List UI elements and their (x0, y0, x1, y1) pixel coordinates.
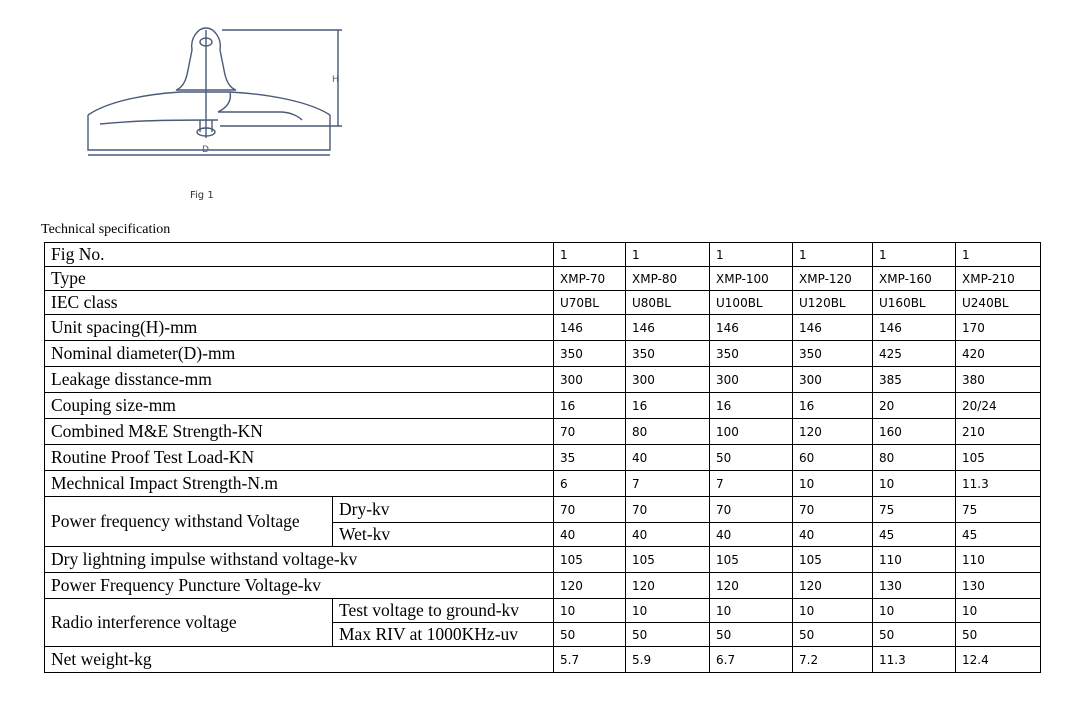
figure-caption: Fig 1 (190, 190, 214, 201)
value-cell: 105 (956, 445, 1041, 471)
value-cell: 5.9 (626, 647, 710, 673)
value-cell: 120 (793, 419, 873, 445)
value-cell: 105 (710, 547, 793, 573)
row-label: Fig No. (45, 243, 554, 267)
value-cell: 10 (873, 599, 956, 623)
value-cell: 11.3 (956, 471, 1041, 497)
value-cell: 100 (710, 419, 793, 445)
value-cell: 35 (554, 445, 626, 471)
value-cell: 350 (793, 341, 873, 367)
insulator-drawing (80, 20, 360, 190)
value-cell: 70 (793, 497, 873, 523)
table-row (45, 291, 1041, 315)
value-cell: 16 (710, 393, 793, 419)
value-cell: 1 (793, 243, 873, 267)
value-cell: 350 (626, 341, 710, 367)
value-cell: XMP-120 (793, 267, 873, 291)
value-cell: 146 (554, 315, 626, 341)
value-cell: 350 (710, 341, 793, 367)
value-cell: 50 (710, 623, 793, 647)
value-cell: 120 (554, 573, 626, 599)
value-cell: 50 (793, 623, 873, 647)
value-cell: 105 (626, 547, 710, 573)
table-row (45, 419, 1041, 445)
table-row (45, 599, 1041, 623)
table-row (45, 341, 1041, 367)
table-row (45, 471, 1041, 497)
value-cell: 300 (710, 367, 793, 393)
value-cell: 146 (710, 315, 793, 341)
row-label: Leakage disstance-mm (45, 367, 554, 393)
value-cell: U120BL (793, 291, 873, 315)
value-cell: 210 (956, 419, 1041, 445)
value-cell: 50 (710, 445, 793, 471)
value-cell: 40 (554, 523, 626, 547)
table-row (45, 367, 1041, 393)
row-label: Radio interference voltage (45, 599, 333, 647)
table-row (45, 393, 1041, 419)
value-cell: 50 (873, 623, 956, 647)
value-cell: 75 (873, 497, 956, 523)
table-row (45, 497, 1041, 523)
sub-label: Max RIV at 1000KHz-uv (333, 623, 554, 647)
value-cell: 146 (793, 315, 873, 341)
value-cell: 10 (626, 599, 710, 623)
value-cell: 1 (873, 243, 956, 267)
value-cell: 120 (710, 573, 793, 599)
value-cell: 75 (956, 497, 1041, 523)
value-cell: 110 (956, 547, 1041, 573)
value-cell: 16 (793, 393, 873, 419)
value-cell: 6 (554, 471, 626, 497)
value-cell: 1 (956, 243, 1041, 267)
insulator-figure (80, 20, 360, 210)
value-cell: 110 (873, 547, 956, 573)
value-cell: 80 (873, 445, 956, 471)
sub-label: Test voltage to ground-kv (333, 599, 554, 623)
value-cell: 120 (793, 573, 873, 599)
row-label: Nominal diameter(D)-mm (45, 341, 554, 367)
row-label: Couping size-mm (45, 393, 554, 419)
table-row (45, 267, 1041, 291)
value-cell: 16 (554, 393, 626, 419)
value-cell: XMP-160 (873, 267, 956, 291)
value-cell: 20/24 (956, 393, 1041, 419)
value-cell: 146 (873, 315, 956, 341)
row-label: Routine Proof Test Load-KN (45, 445, 554, 471)
value-cell: 10 (793, 471, 873, 497)
row-label: Power frequency withstand Voltage (45, 497, 333, 547)
row-label: Type (45, 267, 554, 291)
table-row (45, 315, 1041, 341)
table-row (45, 445, 1041, 471)
value-cell: 300 (626, 367, 710, 393)
value-cell: 10 (873, 471, 956, 497)
value-cell: 11.3 (873, 647, 956, 673)
value-cell: 50 (626, 623, 710, 647)
value-cell: 40 (793, 523, 873, 547)
value-cell: 16 (626, 393, 710, 419)
value-cell: 300 (554, 367, 626, 393)
row-label: Unit spacing(H)-mm (45, 315, 554, 341)
value-cell: XMP-210 (956, 267, 1041, 291)
value-cell: U240BL (956, 291, 1041, 315)
value-cell: XMP-80 (626, 267, 710, 291)
value-cell: 300 (793, 367, 873, 393)
value-cell: 6.7 (710, 647, 793, 673)
value-cell: 5.7 (554, 647, 626, 673)
value-cell: 1 (710, 243, 793, 267)
value-cell: 10 (956, 599, 1041, 623)
value-cell: XMP-70 (554, 267, 626, 291)
value-cell: 40 (626, 445, 710, 471)
value-cell: U80BL (626, 291, 710, 315)
row-label: Combined M&E Strength-KN (45, 419, 554, 445)
table-row (45, 547, 1041, 573)
spec-table (44, 242, 1041, 673)
value-cell: 80 (626, 419, 710, 445)
value-cell: 40 (626, 523, 710, 547)
value-cell: 130 (956, 573, 1041, 599)
value-cell: 380 (956, 367, 1041, 393)
sub-label: Wet-kv (333, 523, 554, 547)
value-cell: 10 (710, 599, 793, 623)
value-cell: 20 (873, 393, 956, 419)
value-cell: 7 (710, 471, 793, 497)
value-cell: U100BL (710, 291, 793, 315)
value-cell: 170 (956, 315, 1041, 341)
row-label: Net weight-kg (45, 647, 554, 673)
row-label: Mechnical Impact Strength-N.m (45, 471, 554, 497)
value-cell: 10 (793, 599, 873, 623)
value-cell: 40 (710, 523, 793, 547)
value-cell: 50 (554, 623, 626, 647)
value-cell: 425 (873, 341, 956, 367)
value-cell: 70 (626, 497, 710, 523)
value-cell: 1 (626, 243, 710, 267)
value-cell: 385 (873, 367, 956, 393)
value-cell: 70 (710, 497, 793, 523)
value-cell: 420 (956, 341, 1041, 367)
value-cell: 146 (626, 315, 710, 341)
value-cell: 105 (793, 547, 873, 573)
value-cell: 12.4 (956, 647, 1041, 673)
value-cell: 70 (554, 419, 626, 445)
row-label: Dry lightning impulse withstand voltage-kv (45, 547, 554, 573)
value-cell: 350 (554, 341, 626, 367)
value-cell: 120 (626, 573, 710, 599)
row-label: IEC class (45, 291, 554, 315)
section-title: Technical specification (41, 222, 171, 237)
value-cell: 60 (793, 445, 873, 471)
diameter-label: D (202, 145, 209, 155)
height-label: H (332, 75, 339, 85)
value-cell: 50 (956, 623, 1041, 647)
value-cell: 10 (554, 599, 626, 623)
value-cell: XMP-100 (710, 267, 793, 291)
table-row (45, 647, 1041, 673)
value-cell: 7 (626, 471, 710, 497)
sub-label: Dry-kv (333, 497, 554, 523)
value-cell: 7.2 (793, 647, 873, 673)
value-cell: 70 (554, 497, 626, 523)
value-cell: 45 (873, 523, 956, 547)
value-cell: U160BL (873, 291, 956, 315)
table-row (45, 243, 1041, 267)
table-row (45, 573, 1041, 599)
value-cell: 130 (873, 573, 956, 599)
value-cell: 1 (554, 243, 626, 267)
value-cell: 160 (873, 419, 956, 445)
value-cell: U70BL (554, 291, 626, 315)
row-label: Power Frequency Puncture Voltage-kv (45, 573, 554, 599)
value-cell: 105 (554, 547, 626, 573)
value-cell: 45 (956, 523, 1041, 547)
